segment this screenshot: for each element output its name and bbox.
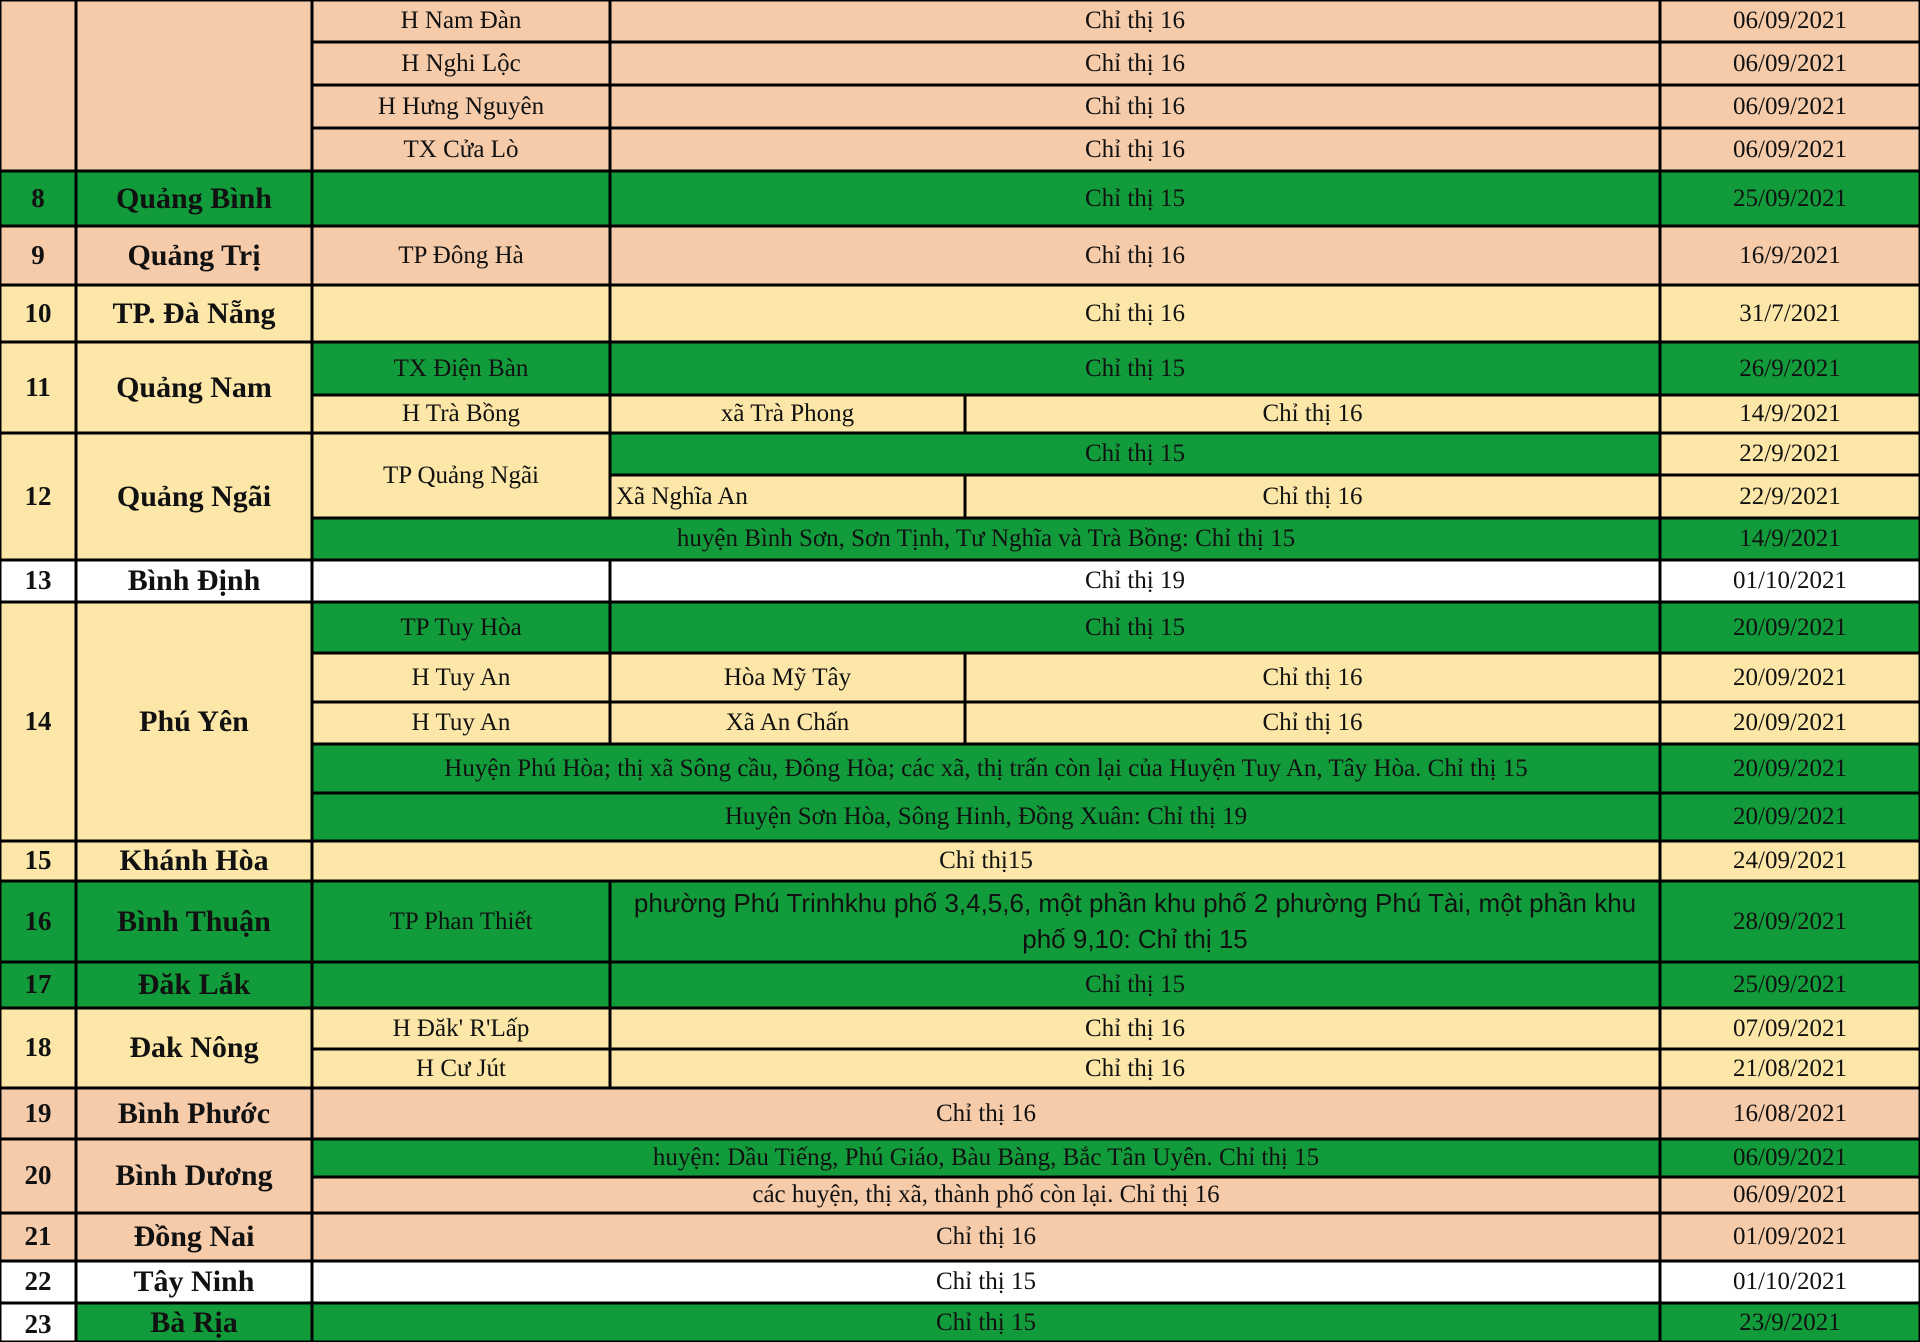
date-cell: 22/9/2021 — [1660, 433, 1920, 475]
district-cell — [312, 171, 610, 226]
district-cell: H Nam Đàn — [312, 0, 610, 42]
commune-cell: Hòa Mỹ Tây — [610, 653, 965, 702]
province-cell: Bình Thuận — [76, 881, 312, 962]
district-cell: TX Điện Bàn — [312, 342, 610, 395]
date-cell: 20/09/2021 — [1660, 653, 1920, 702]
row-number-cell — [0, 0, 76, 171]
district-cell — [312, 560, 610, 602]
date-cell: 22/9/2021 — [1660, 475, 1920, 518]
date-cell: 25/09/2021 — [1660, 962, 1920, 1008]
district-cell: H Trà Bồng — [312, 395, 610, 433]
district-cell — [312, 962, 610, 1008]
district-cell: H Hưng Nguyên — [312, 85, 610, 128]
district-cell — [312, 285, 610, 342]
row-number-cell: 12 — [0, 433, 76, 560]
province-cell: Tây Ninh — [76, 1261, 312, 1303]
row-number-cell: 14 — [0, 602, 76, 841]
measure-cell: Chỉ thị 15 — [610, 433, 1660, 475]
province-cell: Quảng Trị — [76, 226, 312, 285]
commune-cell: Xã An Chấn — [610, 702, 965, 744]
district-cell: TP Phan Thiết — [312, 881, 610, 962]
date-cell: 26/9/2021 — [1660, 342, 1920, 395]
province-cell: Bình Dương — [76, 1139, 312, 1213]
measure-cell: Huyện Phú Hòa; thị xã Sông cầu, Đông Hòa; các xã, thị trấn còn lại của Huyện Tuy An, Tây Hòa. Chỉ thị 15 — [312, 744, 1660, 793]
district-cell: H Tuy An — [312, 702, 610, 744]
measure-cell: Chỉ thị 16 — [965, 702, 1660, 744]
province-cell: Quảng Ngãi — [76, 433, 312, 560]
measure-cell: Chỉ thị 16 — [610, 1049, 1660, 1088]
row-number-cell: 9 — [0, 226, 76, 285]
measure-cell: Chỉ thị 16 — [312, 1088, 1660, 1139]
row-number-cell: 23 — [0, 1303, 76, 1342]
measure-cell: huyện Bình Sơn, Sơn Tịnh, Tư Nghĩa và Trà Bồng: Chỉ thị 15 — [312, 518, 1660, 560]
measure-cell: Chỉ thị 16 — [610, 128, 1660, 171]
measure-cell: Chỉ thị 16 — [965, 475, 1660, 518]
measure-cell: Chỉ thị 15 — [610, 602, 1660, 653]
district-cell: TP Tuy Hòa — [312, 602, 610, 653]
row-number-cell: 8 — [0, 171, 76, 226]
row-number-cell: 19 — [0, 1088, 76, 1139]
date-cell: 24/09/2021 — [1660, 841, 1920, 881]
province-cell: Đak Nông — [76, 1008, 312, 1088]
date-cell: 06/09/2021 — [1660, 1139, 1920, 1177]
measure-cell: Chỉ thị 19 — [610, 560, 1660, 602]
commune-cell: xã Trà Phong — [610, 395, 965, 433]
row-number-cell: 21 — [0, 1213, 76, 1261]
row-number-cell: 15 — [0, 841, 76, 881]
date-cell: 06/09/2021 — [1660, 85, 1920, 128]
measure-cell: phường Phú Trinhkhu phố 3,4,5,6, một phần khu phố 2 phường Phú Tài, một phần khu phố 9,10: Chỉ thị 15 — [610, 881, 1660, 962]
measure-cell: huyện: Dầu Tiếng, Phú Giáo, Bàu Bàng, Bắc Tân Uyên. Chỉ thị 15 — [312, 1139, 1660, 1177]
measure-cell: Chỉ thị15 — [312, 841, 1660, 881]
measure-cell: Chỉ thị 16 — [610, 42, 1660, 85]
measure-cell: Chỉ thị 15 — [312, 1303, 1660, 1342]
province-cell: Đồng Nai — [76, 1213, 312, 1261]
date-cell: 16/08/2021 — [1660, 1088, 1920, 1139]
province-cell: TP. Đà Nẵng — [76, 285, 312, 342]
measure-cell: các huyện, thị xã, thành phố còn lại. Chỉ thị 16 — [312, 1177, 1660, 1213]
measure-cell: Chỉ thị 16 — [312, 1213, 1660, 1261]
date-cell: 28/09/2021 — [1660, 881, 1920, 962]
date-cell: 06/09/2021 — [1660, 128, 1920, 171]
province-cell: Khánh Hòa — [76, 841, 312, 881]
row-number-cell: 22 — [0, 1261, 76, 1303]
district-cell: TP Quảng Ngãi — [312, 433, 610, 518]
row-number-cell: 10 — [0, 285, 76, 342]
district-cell: H Cư Jút — [312, 1049, 610, 1088]
date-cell: 07/09/2021 — [1660, 1008, 1920, 1049]
date-cell: 20/09/2021 — [1660, 602, 1920, 653]
date-cell: 16/9/2021 — [1660, 226, 1920, 285]
measure-cell: Chỉ thị 16 — [610, 285, 1660, 342]
district-cell: H Đăk' R'Lấp — [312, 1008, 610, 1049]
province-cell: Quảng Nam — [76, 342, 312, 433]
date-cell: 14/9/2021 — [1660, 518, 1920, 560]
row-number-cell: 11 — [0, 342, 76, 433]
province-cell: Phú Yên — [76, 602, 312, 841]
measure-cell: Chỉ thị 16 — [610, 0, 1660, 42]
row-number-cell: 20 — [0, 1139, 76, 1213]
row-number-cell: 13 — [0, 560, 76, 602]
district-cell: TP Đông Hà — [312, 226, 610, 285]
district-cell: H Tuy An — [312, 653, 610, 702]
measure-cell: Huyện Sơn Hòa, Sông Hinh, Đồng Xuân: Chỉ thị 19 — [312, 793, 1660, 841]
measure-cell: Chỉ thị 16 — [610, 85, 1660, 128]
date-cell: 25/09/2021 — [1660, 171, 1920, 226]
measure-cell: Chỉ thị 15 — [610, 342, 1660, 395]
province-cell: Bình Định — [76, 560, 312, 602]
date-cell: 14/9/2021 — [1660, 395, 1920, 433]
date-cell: 01/09/2021 — [1660, 1213, 1920, 1261]
province-cell: Đăk Lắk — [76, 962, 312, 1008]
date-cell: 06/09/2021 — [1660, 42, 1920, 85]
row-number-cell: 16 — [0, 881, 76, 962]
date-cell: 01/10/2021 — [1660, 1261, 1920, 1303]
province-cell — [76, 0, 312, 171]
measure-cell: Chỉ thị 15 — [312, 1261, 1660, 1303]
date-cell: 21/08/2021 — [1660, 1049, 1920, 1088]
date-cell: 20/09/2021 — [1660, 702, 1920, 744]
date-cell: 01/10/2021 — [1660, 560, 1920, 602]
district-cell: TX Cửa Lò — [312, 128, 610, 171]
measure-cell: Chỉ thị 16 — [965, 395, 1660, 433]
measure-cell: Chỉ thị 16 — [610, 1008, 1660, 1049]
province-cell: Bà Rịa — [76, 1303, 312, 1342]
measure-cell: Chỉ thị 16 — [965, 653, 1660, 702]
date-cell: 23/9/2021 — [1660, 1303, 1920, 1342]
province-cell: Bình Phước — [76, 1088, 312, 1139]
province-cell: Quảng Bình — [76, 171, 312, 226]
date-cell: 20/09/2021 — [1660, 744, 1920, 793]
measure-cell: Chỉ thị 15 — [610, 171, 1660, 226]
date-cell: 06/09/2021 — [1660, 1177, 1920, 1213]
date-cell: 20/09/2021 — [1660, 793, 1920, 841]
date-cell: 31/7/2021 — [1660, 285, 1920, 342]
date-cell: 06/09/2021 — [1660, 0, 1920, 42]
row-number-cell: 17 — [0, 962, 76, 1008]
measure-cell: Chỉ thị 16 — [610, 226, 1660, 285]
commune-cell: Xã Nghĩa An — [610, 475, 965, 518]
row-number-cell: 18 — [0, 1008, 76, 1088]
measure-cell: Chỉ thị 15 — [610, 962, 1660, 1008]
district-cell: H Nghi Lộc — [312, 42, 610, 85]
